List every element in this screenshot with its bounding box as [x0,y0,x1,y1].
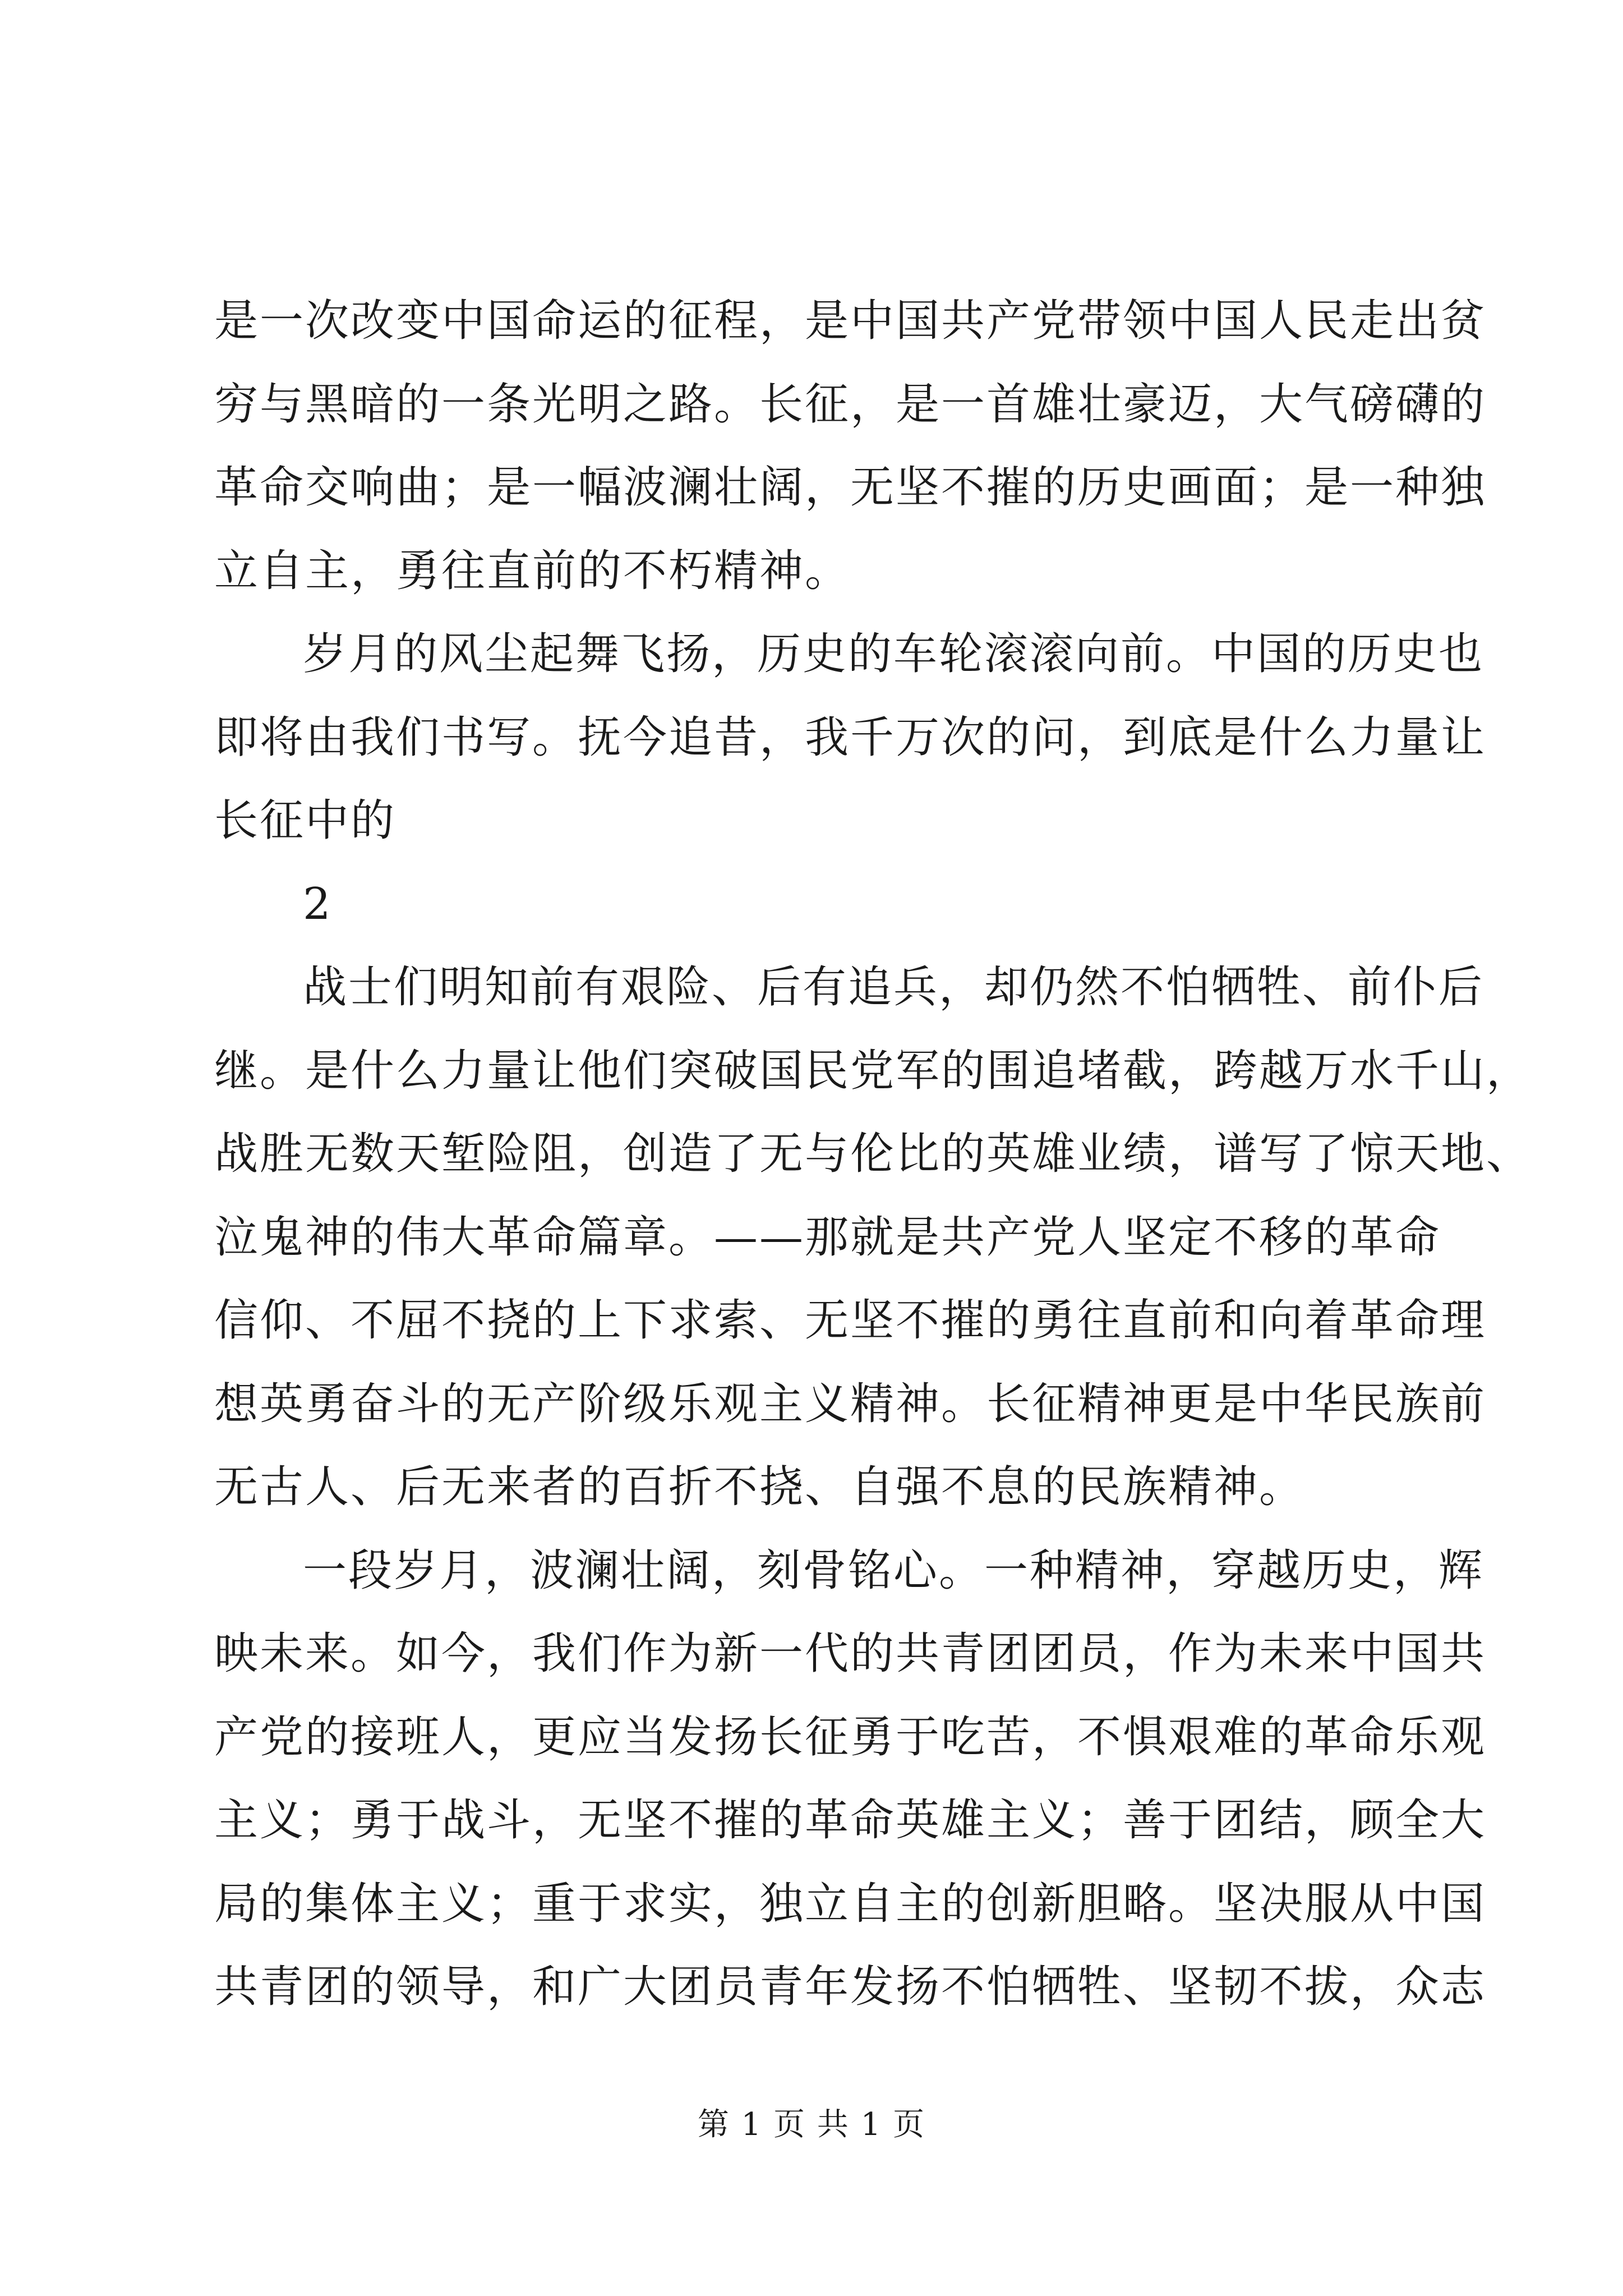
text-line: 岁月的风尘起舞飞扬，历史的车轮滚滚向前。中国的历史也 [303,629,1484,679]
paragraph [214,863,1409,946]
text-line: 泣鬼神的伟大革命篇章。——那就是共产党人坚定不移的革命 [214,1212,1441,1263]
text-line: 局的集体主义；重于求实，独立自主的创新胆略。坚决服从中国 [214,1878,1487,1929]
text-line: 是一次改变中国命运的征程，是中国共产党带领中国人民走出贫 [214,296,1487,346]
text-line: 战士们明知前有艰险、后有追兵，却仍然不怕牺牲、前仆后 [303,962,1484,1013]
text-line: 产党的接班人，更应当发扬长征勇于吃苦，不惧艰难的革命乐观 [214,1711,1487,1763]
paragraph [214,279,1487,613]
text-line: 映未来。如今，我们作为新一代的共青团团员，作为未来中国共 [214,1628,1487,1679]
text-line: 共青团的领导，和广大团员青年发扬不怕牺牲、坚韧不拔，众志 [214,1962,1487,2012]
text-line: 无古人、后无来者的百折不挠、自强不息的民族精神。 [214,1462,1305,1512]
text-line: 长征中的 [214,795,396,846]
text-line: 2 [303,878,333,930]
text-line: 继。是什么力量让他们突破国民党军的围追堵截，跨越万水千山， [214,1045,1532,1096]
page-footer: 第 1 页 共 1 页 [697,2106,926,2143]
text-line: 信仰、不屈不挠的上下求索、无坚不摧的勇往直前和向着革命理 [214,1295,1487,1346]
text-line: 即将由我们书写。抚今追昔，我千万次的问，到底是什么力量让 [214,712,1487,763]
paragraph [214,946,1532,1529]
paragraph [214,1529,1487,2029]
text-line: 立自主，勇往直前的不朽精神。 [214,545,851,596]
text-line: 战胜无数天堑险阻，创造了无与伦比的英雄业绩，谱写了惊天地、 [214,1129,1532,1179]
text-line: 革命交响曲；是一幅波澜壮阔，无坚不摧的历史画面；是一种独 [214,462,1487,513]
paragraph [214,613,1487,863]
document-body [214,279,1532,2029]
text-line: 一段岁月，波澜壮阔，刻骨铭心。一种精神，穿越历史，辉 [303,1545,1484,1596]
text-line: 想英勇奋斗的无产阶级乐观主义精神。长征精神更是中华民族前 [214,1378,1487,1429]
text-line: 穷与黑暗的一条光明之路。长征，是一首雄壮豪迈，大气磅礴的 [214,379,1487,430]
text-line: 主义；勇于战斗，无坚不摧的革命英雄主义；善于团结，顾全大 [214,1795,1487,1846]
